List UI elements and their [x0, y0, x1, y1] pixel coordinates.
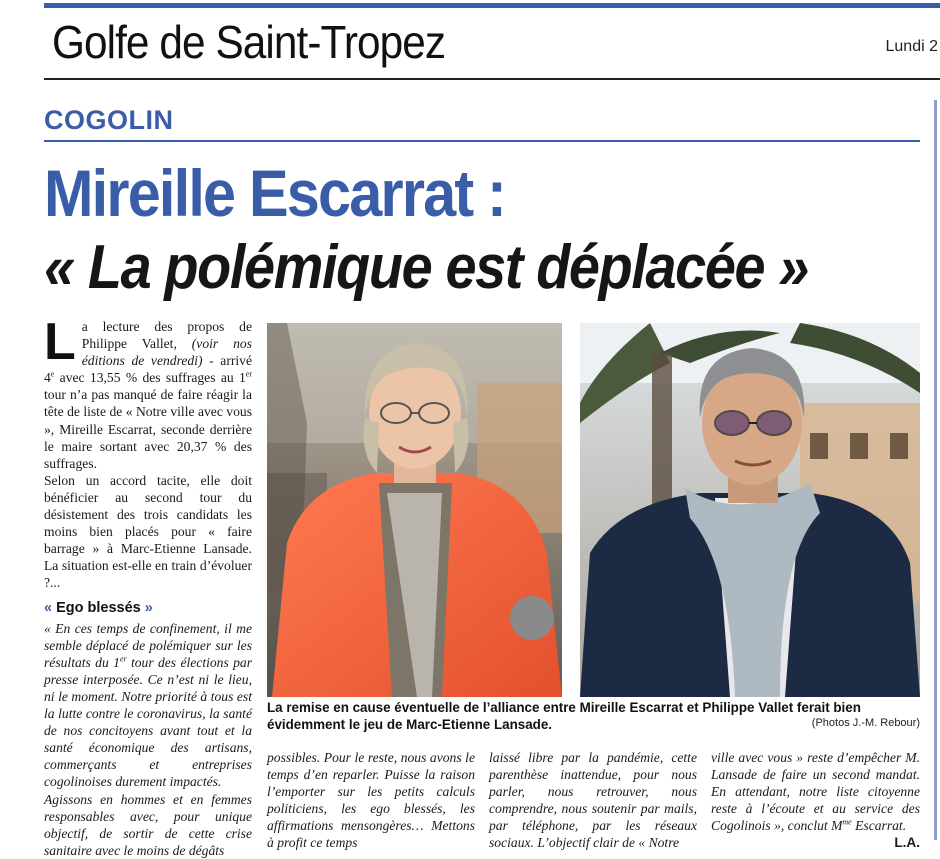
lead-paragraph [44, 313, 252, 472]
closing-text: Escarrat. [851, 818, 907, 834]
quote-paragraph [44, 620, 252, 791]
top-color-bar [44, 3, 940, 8]
drop-cap: L [44, 313, 76, 371]
photo-credit: (Photos J.-M. Rebour) [811, 717, 920, 729]
article-column-1 [44, 313, 253, 859]
lead-text: tour n’a pas manqué de faire réagir la tête de liste de « Notre ville avec vous », Mireille Escarrat, seconde derrière le maire sortant avec 20,37 % des suffrages. [44, 387, 252, 471]
headline-quote: « La polémique est déplacée » [44, 233, 809, 302]
subhead-mark: « [44, 599, 53, 616]
masthead-rule [44, 78, 940, 80]
portrait-woman-image [267, 323, 562, 697]
photo-mireille-escarrat [267, 323, 562, 697]
portrait-man-image [580, 323, 920, 697]
section-rule [44, 140, 920, 142]
lead-text: - arrivé 4 [44, 353, 252, 386]
section-label: COGOLIN [44, 105, 174, 135]
quote-text: « En ces temps de confinement, il me semble déplacé de polémiquer sur les résultats du 1 [44, 620, 252, 670]
article-column-3: laissé libre par la pandémie, cette parenthèse inattendue, pour nous parler, nous retrouver, nous comprendre, nous soutenir par mails, par téléphone, par les réseaux sociaux. L’objectif clair de « Notre [489, 750, 697, 851]
superscript: er [245, 369, 252, 379]
lead-text: avec 13,55 % des suffrages au 1 [54, 370, 246, 386]
adjacent-article-edge [934, 100, 937, 840]
subheading [44, 600, 252, 617]
superscript: e [50, 369, 55, 379]
issue-date: Lundi 2 [885, 38, 938, 55]
photo-philippe-vallet [580, 323, 920, 697]
superscript: me [842, 817, 852, 827]
quote-text: tour des élections par presse interposée. Ce n’est ni le lieu, ni le moment. Notre priorité à tous est la lutte contre le coronavirus, la santé de nos concitoyens avant tout et la santé économique des artisans, commerçants et entreprises cogolinoises durement impactés. [44, 654, 253, 790]
subhead-mark: » [144, 599, 153, 616]
photo-caption: La remise en cause éventuelle de l’alliance entre Mireille Escarrat et Philippe Vallet ferait bien évidemment le jeu de Marc-Etienne Lansade. [267, 700, 861, 732]
author-signature: L.A. [894, 835, 920, 851]
quote-paragraph: Agissons en hommes et en femmes responsables avec, pour unique objectif, de sortir de cette crise sanitaire avec le moins de dégâts [44, 791, 252, 858]
paragraph: Selon un accord tacite, elle doit bénéficier au second tour du désistement des trois candidats les moins bien placés pour « faire barrage » à Marc-Etienne Lansade. La situation est-elle en train d’évoluer ?... [44, 472, 252, 591]
lead-text: a lecture des propos de Philippe Vallet, [81, 319, 252, 352]
article-column-2: possibles. Pour le reste, nous avons le temps d’en reparler. Puisse la raison l’emporter sur les petits calculs politiciens, les ego blessés, les affirmations mensongères… Mettons à profit ce temps [267, 750, 475, 851]
closing-text: ville avec vous » reste d’empêcher M. Lansade de faire un second mandat. En attendant, notre liste citoyenne reste à l’écoute et au service des Cogolinois », conclut M [711, 750, 920, 834]
subhead-text: Ego blessés [52, 599, 145, 616]
superscript: er [119, 654, 127, 664]
masthead-title: Golfe de Saint-Tropez [52, 16, 446, 68]
edition-reference: (voir nos éditions de vendredi) [81, 336, 252, 369]
article-column-4 [711, 749, 920, 852]
headline-name: Mireille Escarrat : [44, 156, 506, 230]
